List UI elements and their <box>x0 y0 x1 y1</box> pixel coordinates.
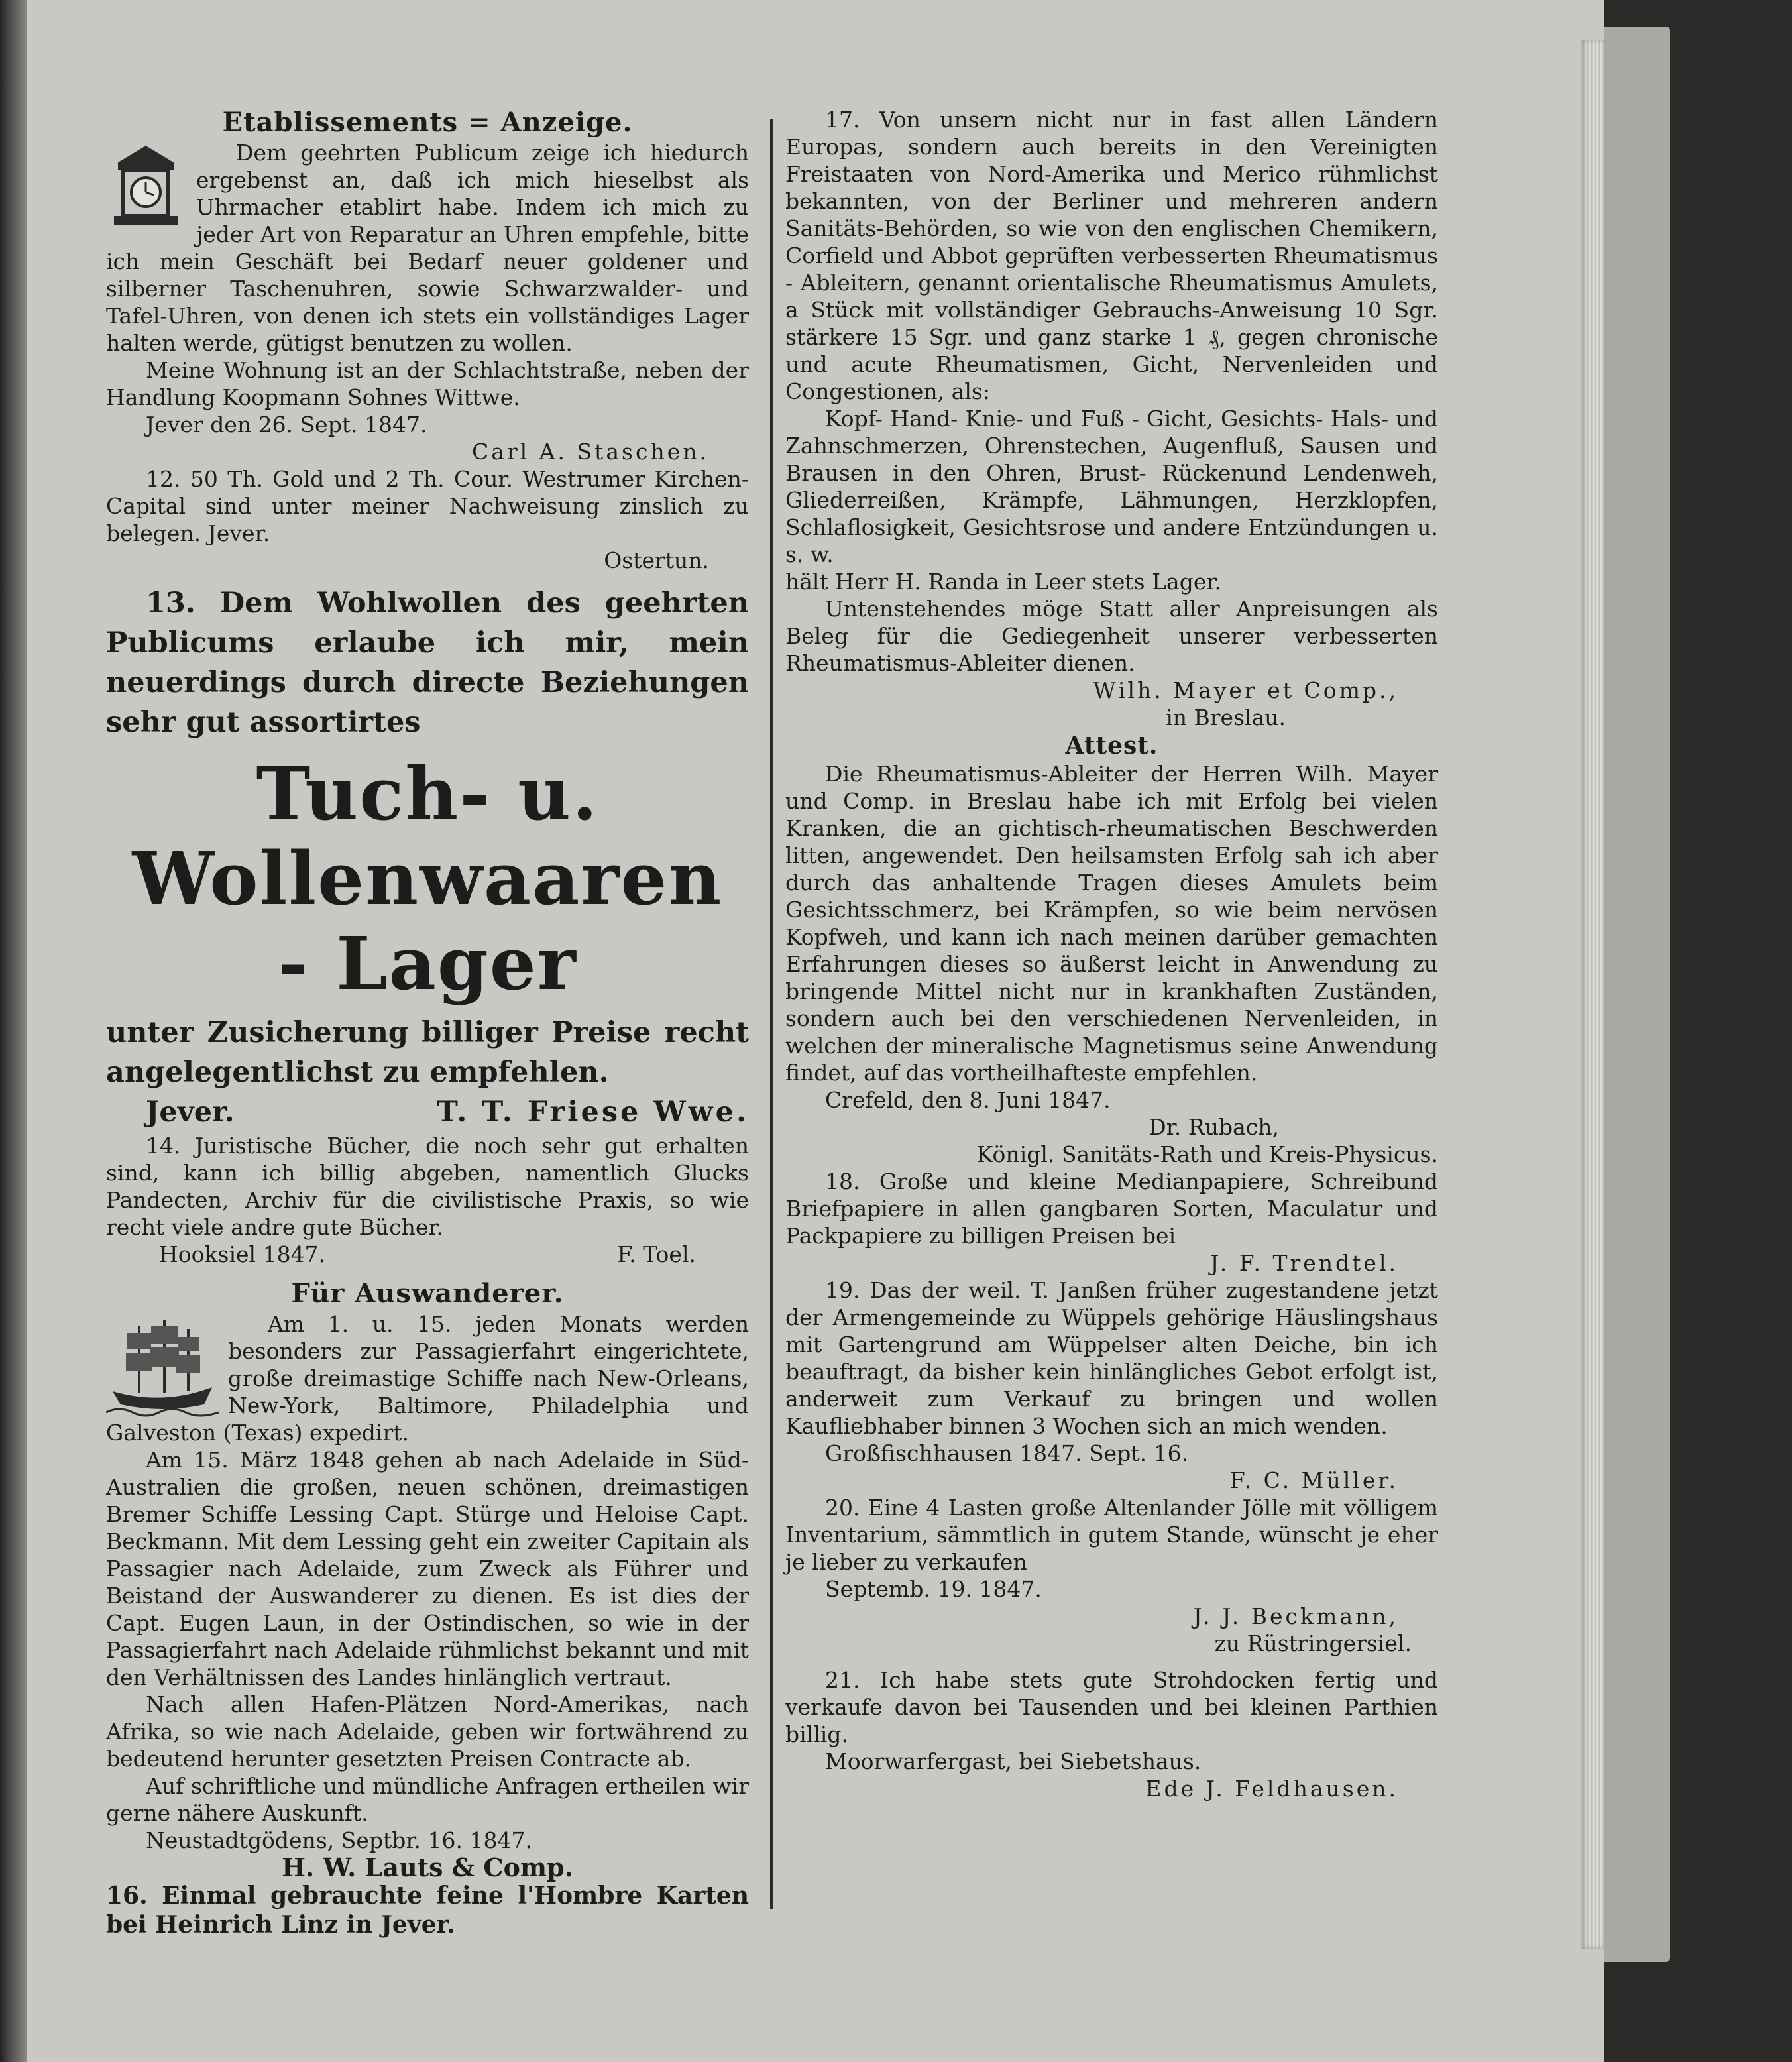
ad-21 <box>785 1666 1438 1802</box>
ad-19-place-date: Großfischhausen 1847. Sept. 16. <box>825 1440 1189 1466</box>
ad-17-para-4: Untenstehendes möge Statt aller Anpreisungen als Beleg für die Gediegenheit unserer verbesserten Rheumatismus-Ableiter dienen. <box>785 596 1438 676</box>
ad-17-doctor-title: Königl. Sanitäts-Rath und Kreis-Physicus. <box>976 1141 1438 1167</box>
ad-15-para-1: Am 1. u. 15. jeden Monats werden besonders zur Passagierfahrt eingerichtete, große dreimastige Schiffe nach New-Orleans, New-York, Baltimore, Philadelphia und Galveston (Texas) expedirt. <box>106 1311 749 1446</box>
binding-gutter <box>0 0 27 2062</box>
ad-17-para-2: Kopf- Hand- Knie- und Fuß - Gicht, Gesichts- Hals- und Zahnschmerzen, Ohrenstechen, Augenfluß, Sausen und Brausen in den Ohren, Brust- Rückenund Lendenweh, Gliederreißen, Krämpfe, Lähmungen, Herzklopfen, Schlaflosigkeit, Gesichtsrose und andere Entzündungen u. s. w. <box>785 406 1438 567</box>
ad-12-signature: Ostertun. <box>604 547 709 573</box>
ad-21-signature: Ede J. Feldhausen. <box>1145 1776 1398 1802</box>
ad-13 <box>106 583 749 1132</box>
ad-13-intro: 13. Dem Wohlwollen des geehrten Publicums erlaube ich mir, mein neuerdings durch directe Beziehungen sehr gut assortirtes <box>106 587 749 739</box>
ad-19 <box>785 1277 1438 1494</box>
ad-17-signature-place: in Breslau. <box>1166 705 1286 730</box>
sailing-ship-icon <box>106 1313 219 1419</box>
ad-13-place: Jever. <box>146 1096 235 1129</box>
ad-11-text: Dem geehrten Publicum zeige ich hiedurch ergebenst an, daß ich mich hieselbst als Uhrmacher etablirt habe. Indem ich mich zu jeder Art von Reparatur an Uhren empfehle, bitte ich mein Geschäft bei Bedarf neuer goldener und silberner Taschenuhren, sowie Schwarzwalder- und Tafel-Uhren, von denen ich stets ein vollständiges Lager halten werde, gütigst benutzen zu wollen. <box>106 140 749 356</box>
ad-13-outro: unter Zusicherung billiger Preise recht angelegentlichst zu empfehlen. <box>106 1016 749 1089</box>
ad-20-text: 20. Eine 4 Lasten große Altenlander Jölle mit völligem Inventarium, sämmtlich in gutem Stande, wünscht je eher je lieber zu verkaufen <box>785 1495 1438 1575</box>
ad-11-place-date: Jever den 26. Sept. 1847. <box>146 412 427 437</box>
ad-15-signature: H. W. Lauts & Comp. <box>282 1853 573 1882</box>
ad-11 <box>106 106 749 465</box>
ad-21-place: Moorwarfergast, bei Siebetshaus. <box>825 1748 1202 1774</box>
ad-13-headline: Tuch- u. Wollenwaaren - Lager <box>132 751 723 1006</box>
ad-20 <box>785 1494 1438 1657</box>
ad-17 <box>785 106 1438 1168</box>
column-divider <box>770 119 773 1909</box>
ad-18 <box>785 1168 1438 1277</box>
ad-17-attest-place-date: Crefeld, den 8. Juni 1847. <box>825 1087 1111 1113</box>
ad-14-text: 14. Juristische Bücher, die noch sehr gut erhalten sind, kann ich billig abgeben, namentlich Glucks Pandecten, Archiv für die civilistische Praxis, so wie recht viele andre gute Bücher. <box>106 1133 749 1240</box>
ad-15-para-2: Am 15. März 1848 gehen ab nach Adelaide in Süd-Australien die großen, neuen schönen, dreimastigen Bremer Schiffe Lessing Capt. Stürge und Heloise Capt. Beckmann. Mit dem Lessing geht ein zweiter Capitain als Passagier nach Adelaide, zum Zweck als Führer und Beistand der Auswanderer zu dienen. Es ist dies der Capt. Eugen Laun, in der Ostindischen, so wie in der Passagierfahrt nach Adelaide rühmlichst bekannt und mit den Verhältnissen des Landes hinlänglich vertraut. <box>106 1447 749 1690</box>
ad-18-text: 18. Große und kleine Medianpapiere, Schreibund Briefpapiere in allen gangbaren Sorten, Maculatur und Packpapiere zu billigen Preisen bei <box>785 1169 1438 1249</box>
left-column <box>106 106 749 1939</box>
ad-17-para-1: 17. Von unsern nicht nur in fast allen Ländern Europas, sondern auch bereits in den Vereinigten Freistaaten von Nord-Amerika und Merico rühmlichst bekannten, von der Berliner und mehreren andern Sanitäts-Behörden, so wie von den englischen Chemikern, Corfield und Abbot geprüften verbesserten Rheumatismus - Ableitern, genannt orientalische Rheumatismus Amulets, a Stück mit vollständiger Gebrauchs-Anweisung 10 Sgr. stärkere 15 Sgr. und ganz starke 1 ₰, gegen chronische und acute Rheumatismen, Gicht, Nervenleiden und Congestionen, als: <box>785 107 1438 404</box>
ad-13-footer <box>106 1092 749 1132</box>
ad-14-place: Hooksiel 1847. <box>159 1241 326 1267</box>
ad-17-para-3: hält Herr H. Randa in Leer stets Lager. <box>785 569 1221 595</box>
ad-13-signature: T. T. Friese Wwe. <box>436 1096 749 1129</box>
ad-11-heading: Etablissements = Anzeige. <box>222 107 633 138</box>
ad-17-signature: Wilh. Mayer et Comp., <box>1093 677 1398 703</box>
ad-15-body <box>106 1310 749 1446</box>
ad-17-attest-heading: Attest. <box>1065 732 1158 760</box>
ad-11-address: Meine Wohnung ist an der Schlachtstraße, neben der Handlung Koopmann Sohnes Wittwe. <box>106 357 749 410</box>
ad-14-footer <box>106 1241 749 1268</box>
ad-15-place-date: Neustadtgödens, Septbr. 16. 1847. <box>146 1827 532 1853</box>
ad-15-para-3: Nach allen Hafen-Plätzen Nord-Amerikas, nach Afrika, so wie nach Adelaide, geben wir fortwährend zu bedeutend herunter gesetzten Preisen Contracte ab. <box>106 1691 749 1772</box>
ad-17-doctor: Dr. Rubach, <box>1148 1114 1279 1140</box>
ad-17-attest-text: Die Rheumatismus-Ableiter der Herren Wilh. Mayer und Comp. in Breslau habe ich mit Erfolg bei vielen Kranken, die an gichtisch-rheumatischen Beschwerden litten, angewendet. Den heilsamsten Erfolg sah ich aber durch das anhaltende Tragen dieses Amulets beim Gesichtsschmerz, bei Krämpfen, so wie beim nervösen Kopfweh, und kann ich nach meinen darüber gemachten Erfahrungen dieses so äußerst leicht in Anwendung zu bringende Mittel nicht nur in krankhaften Zuständen, sondern auch bei den verschiedenen Nervenleiden, in welchen der mineralische Magnetismus seine Anwendung findet, auf das vortheilhafteste empfehlen. <box>785 761 1438 1086</box>
ad-11-body <box>106 139 749 357</box>
ad-14-signature: F. Toel. <box>617 1241 696 1267</box>
ad-19-signature: F. C. Müller. <box>1229 1467 1398 1493</box>
ad-15-heading: Für Auswanderer. <box>291 1278 564 1309</box>
ad-14 <box>106 1132 749 1268</box>
ad-16-text: 16. Einmal gebrauchte feine l'Hombre Karten bei Heinrich Linz in Jever. <box>106 1882 749 1939</box>
ad-12 <box>106 465 749 574</box>
book-cover-edge <box>1604 27 1670 1962</box>
ad-20-signature: J. J. Beckmann, <box>1193 1603 1398 1629</box>
ad-19-text: 19. Das der weil. T. Janßen früher zugestandene jetzt der Armengemeinde zu Wüppels gehörige Häuslingshaus mit Gartengrund am Wüppelser alten Deiche, bin ich beauftragt, da bisher kein hinlängliches Gebot erfolgt ist, anderweit zum Verkauf zu bringen und wollen Kaufliebhaber binnen 3 Wochen sich an mich wenden. <box>785 1277 1438 1439</box>
right-column <box>785 106 1438 1802</box>
ad-20-signature-place: zu Rüstringersiel. <box>1214 1631 1412 1656</box>
ad-15-para-4: Auf schriftliche und mündliche Anfragen ertheilen wir gerne nähere Auskunft. <box>106 1773 749 1826</box>
ad-21-text: 21. Ich habe stets gute Strohdocken fertig und verkaufe davon bei Tausenden und bei kleinen Parthien billig. <box>785 1667 1438 1747</box>
ad-11-signature: Carl A. Staschen. <box>471 439 709 465</box>
ad-12-text: 12. 50 Th. Gold und 2 Th. Cour. Westrumer Kirchen-Capital sind unter meiner Nachweisung zinslich zu belegen. Jever. <box>106 466 749 546</box>
ad-16 <box>106 1881 749 1939</box>
ad-18-signature: J. F. Trendtel. <box>1210 1250 1398 1276</box>
ad-15 <box>106 1277 749 1881</box>
mantel-clock-icon <box>106 142 186 228</box>
ad-20-place-date: Septemb. 19. 1847. <box>825 1576 1042 1602</box>
